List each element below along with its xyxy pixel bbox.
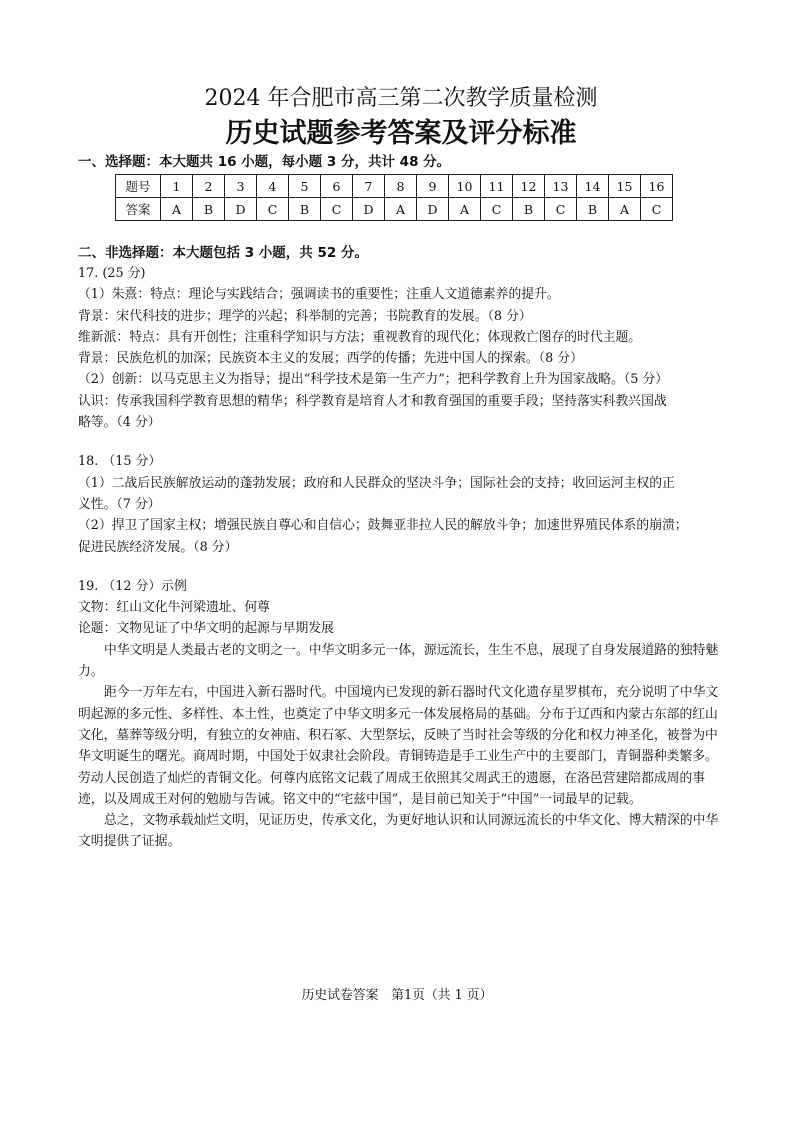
q19-paragraph: 中华文明是人类最古老的文明之一。中华文明多元一体，源远流长，生生不息，展现了自身发展道路的独特魅力。: [78, 642, 719, 680]
q18-line: （1）二战后民族解放运动的蓬勃发展；政府和人民群众的坚决斗争；国际社会的支持；收回运河主权的正: [78, 475, 675, 491]
q19-paragraph: 距今一万年左右，中国进入新石器时代。中国境内已发现的新石器时代文化遗存星罗棋布，充分说明了中华文明起源的多元性、多样性、本土性，也奠定了中华文明多元一体发展格局的基础。分布于辽西和内蒙古东部的红山文化，墓葬等级分明，有独立的女神庙、积石冢、大型祭坛，反映了当时社会等级的分化和权力神圣化，被誉为中华文明诞生的曙光。商周时期，中国处于奴隶社会阶段。青铜铸造是手工业生产中的主要部门，青铜器种类繁多。劳动人民创造了灿烂的青铜文化。何尊内底铭文记载了周成王依照其父周武王的遗愿，在洛邑营建陪都成周的事迹，以及周成王对何的勉励与告诫。铭文中的“宅兹中国”，是目前已知关于“中国”一词最早的记载。: [78, 685, 719, 807]
answer-cell: B: [577, 198, 609, 221]
answer-cell: B: [289, 198, 321, 221]
answer-cell: A: [385, 198, 417, 221]
section-2-heading: 二、非选择题：本大题包括 3 小题，共 52 分。: [78, 245, 368, 261]
answer-cell: C: [545, 198, 577, 221]
answer-cell: D: [225, 198, 257, 221]
q17-line: 认识：传承我国科学教育思想的精华；科学教育是培育人才和教育强国的重要手段；坚持落实科教兴国战: [78, 393, 667, 409]
question-number: 11: [481, 175, 513, 198]
q18-line: 促进民族经济发展。（8 分）: [78, 539, 238, 555]
question-19: [78, 576, 724, 853]
answer-cell: C: [321, 198, 353, 221]
question-number: 9: [417, 175, 449, 198]
question-number: 1: [161, 175, 193, 198]
q17-line: （2）创新：以马克思主义为指导；提出“科学技术是第一生产力”；把科学教育上升为国家战略。（5 分）: [78, 372, 669, 388]
question-17: [78, 263, 724, 433]
question-number: 3: [225, 175, 257, 198]
exam-title: 2024 年合肥市高三第二次教学质量检测: [204, 86, 598, 111]
q18-line: 义性。（7 分）: [78, 496, 161, 512]
answer-table: [115, 174, 673, 221]
answer-cell: A: [609, 198, 641, 221]
answer-cell: C: [481, 198, 513, 221]
answer-cell: D: [417, 198, 449, 221]
answer-cell: A: [449, 198, 481, 221]
answer-cell: C: [641, 198, 673, 221]
q17-line: 略等。（4 分）: [78, 415, 161, 431]
answer-cell: B: [193, 198, 225, 221]
answer-row: [116, 198, 673, 221]
answer-key-title: 历史试题参考答案及评分标准: [225, 118, 577, 149]
q19-title: 19. （12 分）示例: [78, 578, 187, 594]
question-number: 15: [609, 175, 641, 198]
q19-paragraph: 总之，文物承载灿烂文明，见证历史，传承文化，为更好地认识和认同源远流长的中华文化、博大精深的中华文明提供了证据。: [78, 813, 719, 850]
q17-title: 17. (25 分): [78, 266, 146, 281]
question-number: 16: [641, 175, 673, 198]
section-1-heading: 一、选择题：本大题共 16 小题，每小题 3 分，共计 48 分。: [78, 154, 451, 170]
question-number: 6: [321, 175, 353, 198]
q19-thesis: 论题：文物见证了中华文明的起源与早期发展: [78, 621, 334, 637]
question-number: 14: [577, 175, 609, 198]
question-number: 10: [449, 175, 481, 198]
q19-relic: 文物：红山文化牛河梁遗址、何尊: [78, 600, 270, 616]
question-18: [78, 451, 724, 557]
question-number: 5: [289, 175, 321, 198]
question-number: 13: [545, 175, 577, 198]
q18-line: （2）捍卫了国家主权；增强民族自尊心和自信心；鼓舞亚非拉人民的解放斗争；加速世界殖民体系的崩溃；: [78, 518, 688, 534]
q17-line: 背景：宋代科技的进步；理学的兴起；科举制的完善；书院教育的发展。（8 分）: [78, 308, 532, 324]
q17-line: 维新派：特点：具有开创性；注重科学知识与方法；重视教育的现代化；体现救亡图存的时代主题。: [78, 329, 642, 345]
q18-title: 18. （15 分）: [78, 454, 162, 470]
page-footer: 历史试卷答案 第1页（共 1 页）: [301, 988, 493, 1003]
question-number: 4: [257, 175, 289, 198]
question-number: 2: [193, 175, 225, 198]
question-number-row: [116, 175, 673, 198]
row-label-answer: 答案: [116, 198, 161, 221]
answer-cell: B: [513, 198, 545, 221]
question-number: 7: [353, 175, 385, 198]
answer-cell: C: [257, 198, 289, 221]
row-label-question: 题号: [116, 175, 161, 198]
answer-cell: A: [161, 198, 193, 221]
question-number: 8: [385, 175, 417, 198]
q17-line: （1）朱熹：特点：理论与实践结合；强调读书的重要性；注重人文道德素养的提升。: [78, 287, 560, 303]
question-number: 12: [513, 175, 545, 198]
answer-cell: D: [353, 198, 385, 221]
q17-line: 背景：民族危机的加深；民族资本主义的发展；西学的传播；先进中国人的探索。（8 分）: [78, 351, 583, 367]
